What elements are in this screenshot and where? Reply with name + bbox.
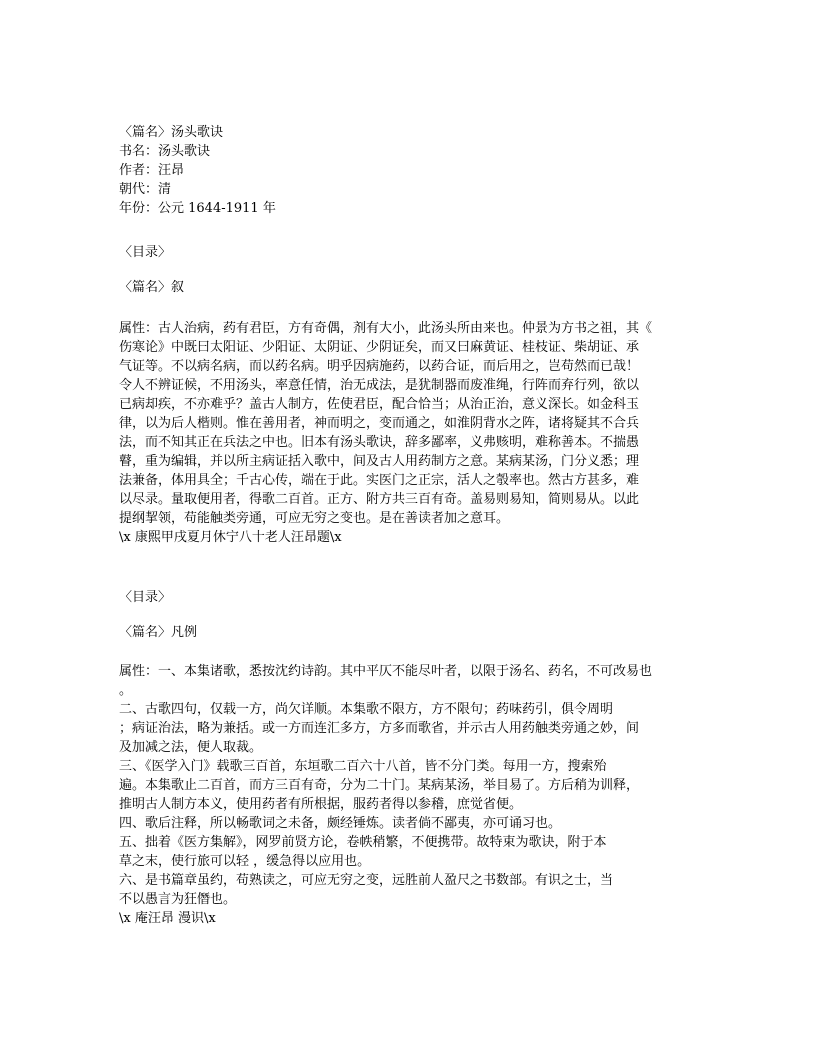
- rules-line: 草之末，使行旅可以轻 ，缓急得以应用也。: [119, 854, 371, 869]
- preface-line: 法，而不知其正在兵法之中也。旧本有汤头歌诀，辞多鄙率，义弗赅明，难称善本。不揣愚: [119, 435, 640, 450]
- rules-line: 六、是书篇章虽约，苟熟读之，可应无穷之变，远胜前人盈尺之书数部。有识之士，当: [119, 873, 614, 888]
- preface-line: 法兼备，体用具全；千古心传，端在于此。实医门之正宗，活人之彀率也。然古方甚多，难: [119, 473, 640, 488]
- toc-label: 〈目录〉: [119, 590, 172, 605]
- rules-signature: \x 庵汪昂 漫识\x: [119, 911, 216, 926]
- preface-line: 律，以为后人楷则。惟在善用者，神而明之，变而通之，如淮阴背水之阵，诸将疑其不合兵: [119, 416, 640, 431]
- preface-line: 伤寒论》中既曰太阳证、少阳证、太阴证、少阴证矣，而又曰麻黄证、桂枝证、柴胡证、承: [119, 340, 640, 355]
- rules-line: 遍。本集歌止二百首，而方三百有奇，分为二十门。某病某汤，举目易了。方后稍为训释，: [119, 778, 640, 793]
- preface-signature: \x 康熙甲戌夏月休宁八十老人汪昂题\x: [119, 530, 342, 545]
- preface-line: 以尽录。量取便用者，得歌二百首。正方、附方共三百有奇。盖易则易知，简则易从。以此: [119, 492, 640, 507]
- rules-line: 属性：一、本集诸歌，悉按沈约诗韵。其中平仄不能尽叶者，以限于汤名、药名，不可改易也: [119, 664, 653, 679]
- preface-line: 属性：古人治病，药有君臣，方有奇偶，剂有大小，此汤头所由来也。仲景为方书之祖，其《: [119, 321, 653, 336]
- year-line: 年份：公元 1644-1911 年: [119, 201, 276, 216]
- rules-line: 推明古人制方本义，使用药者有所根据，服药者得以参稽，庶觉省便。: [119, 797, 523, 812]
- rules-line: ；病证治法，略为兼括。或一方而连汇多方，方多而歌省，并示古人用药触类旁通之妙，间: [119, 721, 640, 736]
- rules-line: 五、拙着《医方集解》，网罗前贤方论，卷帙稍繁，不便携带。故特束为歌诀，附于本: [119, 835, 607, 850]
- preface-line: 令人不辨证候，不用汤头，率意任情，治无成法，是犹制器而废准绳，行阵而弃行列，欲以: [119, 378, 640, 393]
- author-line: 作者：汪昂: [119, 163, 185, 178]
- rules-line: 及加减之法，便人取裁。: [119, 740, 263, 755]
- dynasty-line: 朝代：清: [119, 182, 172, 197]
- preface-line: 瞽，重为编辑，并以所主病证括入歌中，间及古人用药制方之意。某病某汤，门分义悉；理: [119, 454, 640, 469]
- preface-line: 已病却疾，不亦难乎？盖古人制方，佐使君臣，配合恰当；从治正治，意义深长。如金科玉: [119, 397, 640, 412]
- preface-line: 提纲挈领，苟能触类旁通，可应无穷之变也。是在善读者加之意耳。: [119, 511, 510, 526]
- section-title-xu: 〈篇名〉叙: [119, 280, 185, 295]
- rules-line: 三、《医学入门》载歌三百首，东垣歌二百六十八首，皆不分门类。每用一方，搜索殆: [119, 759, 607, 774]
- rules-line: 。: [119, 683, 133, 698]
- book-title-line: 书名：汤头歌诀: [119, 144, 211, 159]
- chapter-heading: 〈篇名〉汤头歌诀: [119, 125, 224, 140]
- rules-line: 二、古歌四句，仅载一方，尚欠详顺。本集歌不限方，方不限句；药味药引，俱令周明: [119, 702, 614, 717]
- rules-line: 不以愚言为狂僭也。: [119, 892, 237, 907]
- rules-line: 四、歌后注释，所以畅歌词之未备，颇经锤炼。读者倘不鄙夷，亦可诵习也。: [119, 816, 562, 831]
- section-title-fanli: 〈篇名〉凡例: [119, 625, 198, 640]
- preface-line: 气证等。不以病名病，而以药名病。明乎因病施药，以药合证，而后用之，岂苟然而已哉！: [119, 359, 640, 374]
- toc-label: 〈目录〉: [119, 245, 172, 260]
